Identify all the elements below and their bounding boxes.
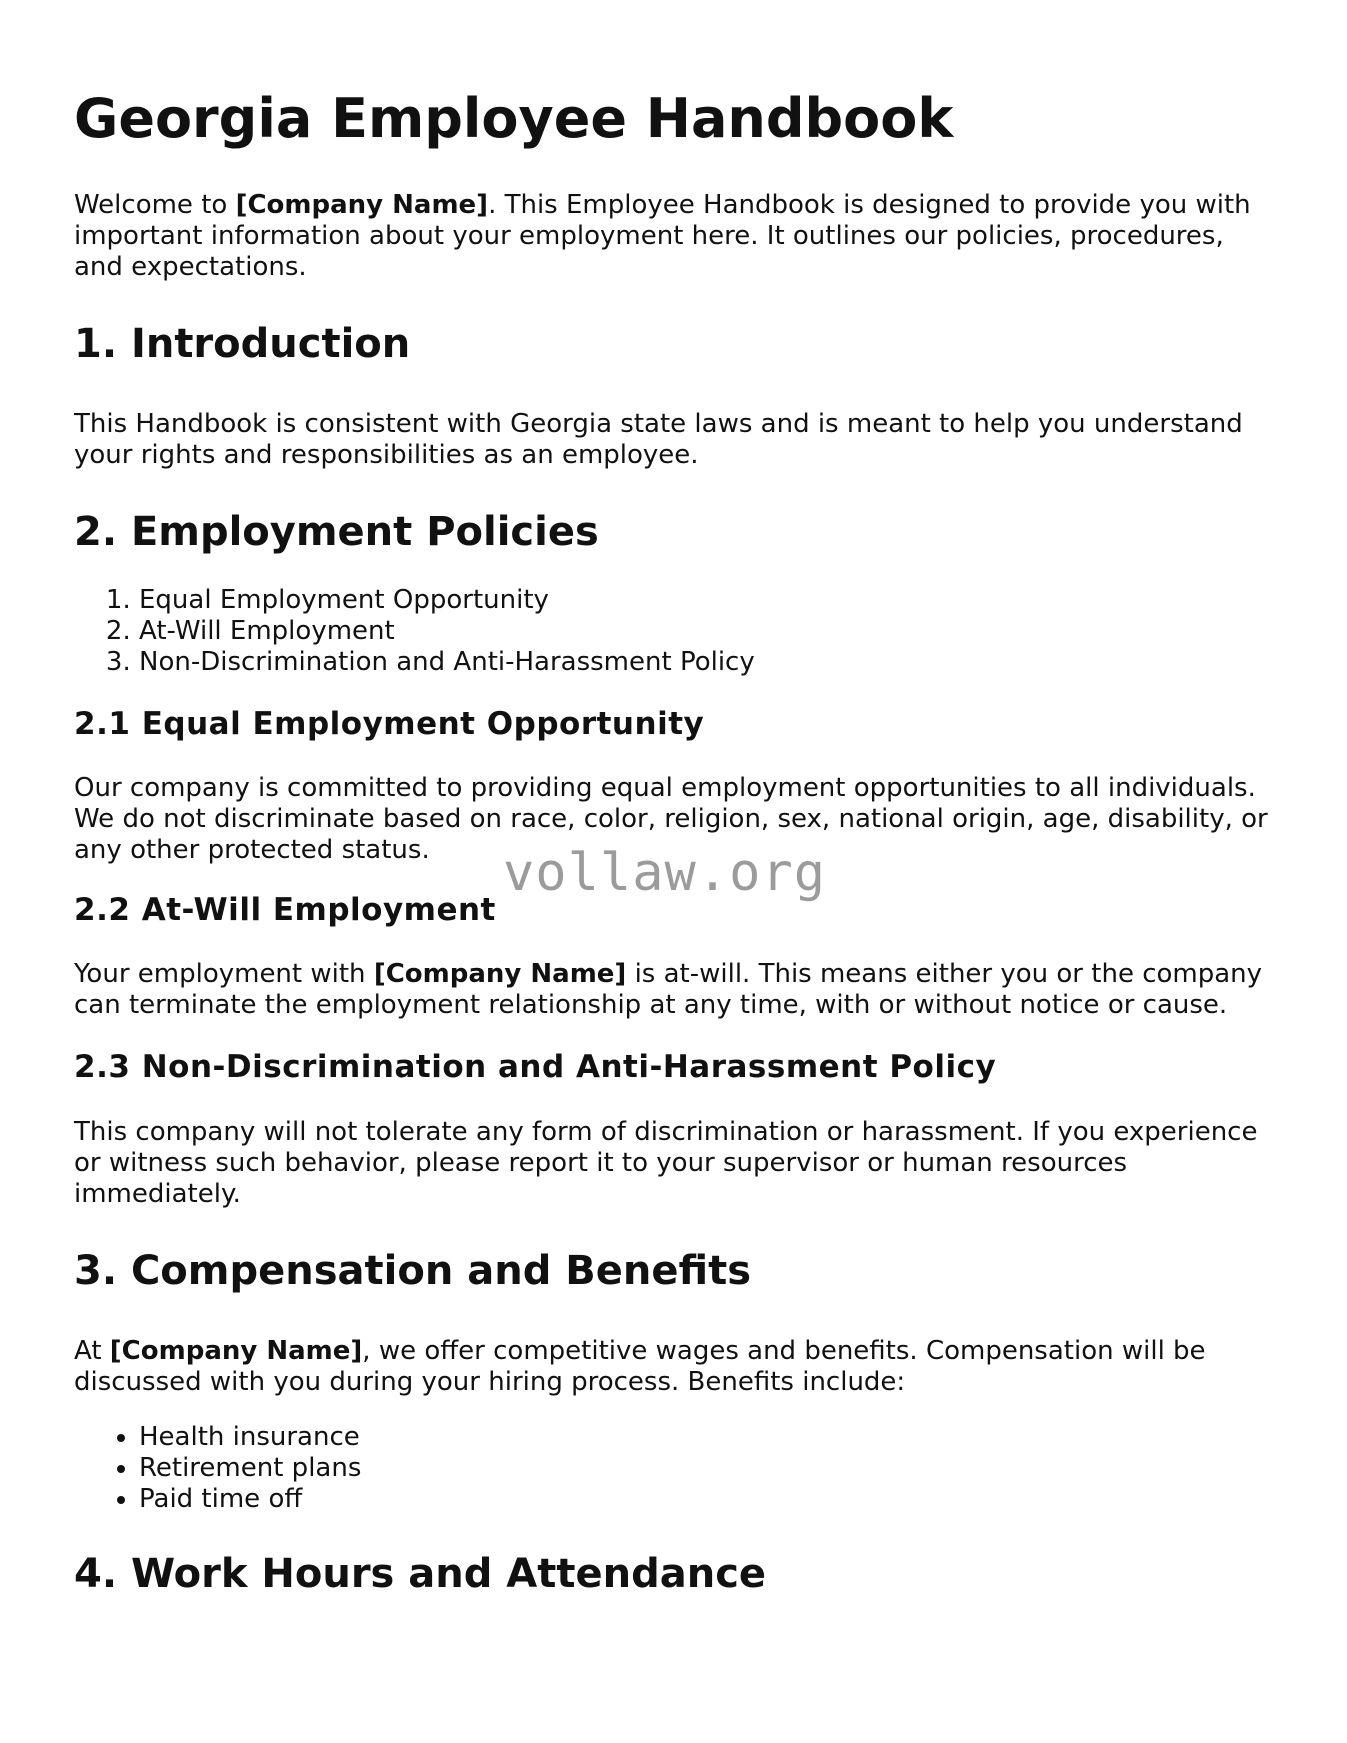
list-item: • Paid time off [139,1484,1274,1515]
document-title: Georgia Employee Handbook [74,87,954,150]
subsection-non-discrimination-text: This company will not tolerate any form of discrimination or harassment. If you experience or witness such behavior, please report it to your supervisor or human resources immediately. [74,1116,1258,1209]
company-name-placeholder: [Company Name] [235,190,489,221]
section-introduction-text: This Handbook is consistent with Georgia state laws and is meant to help you understand your rights and responsibilities as an employee. [74,409,1243,471]
welcome-paragraph [74,190,1274,283]
section-employment-policies-heading: 2. Employment Policies [74,509,599,556]
section-compensation-text [74,1336,1274,1398]
subsection-eeo-heading: 2.1 Equal Employment Opportunity [74,706,705,743]
section-introduction-heading: 1. Introduction [74,321,411,368]
subsection-eeo-text: Our company is committed to providing equal employment opportunities to all individuals. We do not discriminate based on race, color, religion, sex, national origin, age, disability, or any other protected status. [74,773,1268,866]
welcome-pre: Welcome to [74,190,236,221]
section-work-hours-heading: 4. Work Hours and Attendance [74,1550,767,1597]
company-name-placeholder: [Company Name] [109,1335,363,1366]
compensation-post: , we offer competitive wages and benefits. Compensation will be discussed with you during your hiring process. Benefits include: [74,1335,1206,1397]
list-item: • Health insurance [139,1422,1274,1453]
section-compensation-heading: 3. Compensation and Benefits [74,1247,752,1294]
company-name-placeholder: [Company Name] [373,959,627,990]
employment-policies-list [74,585,1274,678]
welcome-post: . This Employee Handbook is designed to provide you with important information about your employment here. It outlines our policies, procedures, and expectations. [74,190,1251,283]
subsection-at-will-text [74,959,1274,1021]
at-will-pre: Your employment with [74,959,374,990]
at-will-post: is at-will. This means either you or the company can terminate the employment relationship at any time, with or without notice or cause. [74,959,1263,1021]
list-item: • Retirement plans [139,1453,1274,1484]
subsection-non-discrimination-heading: 2.3 Non-Discrimination and Anti-Harassment Policy [74,1049,997,1086]
compensation-pre: At [74,1335,110,1366]
list-item: 2. At-Will Employment [139,616,1274,647]
list-item: 1. Equal Employment Opportunity [139,585,1274,616]
subsection-at-will-heading: 2.2 At-Will Employment [74,892,496,929]
benefits-list [74,1422,1274,1515]
watermark: vollaw.org [503,843,827,903]
list-item: 3. Non-Discrimination and Anti-Harassment Policy [139,647,1274,678]
